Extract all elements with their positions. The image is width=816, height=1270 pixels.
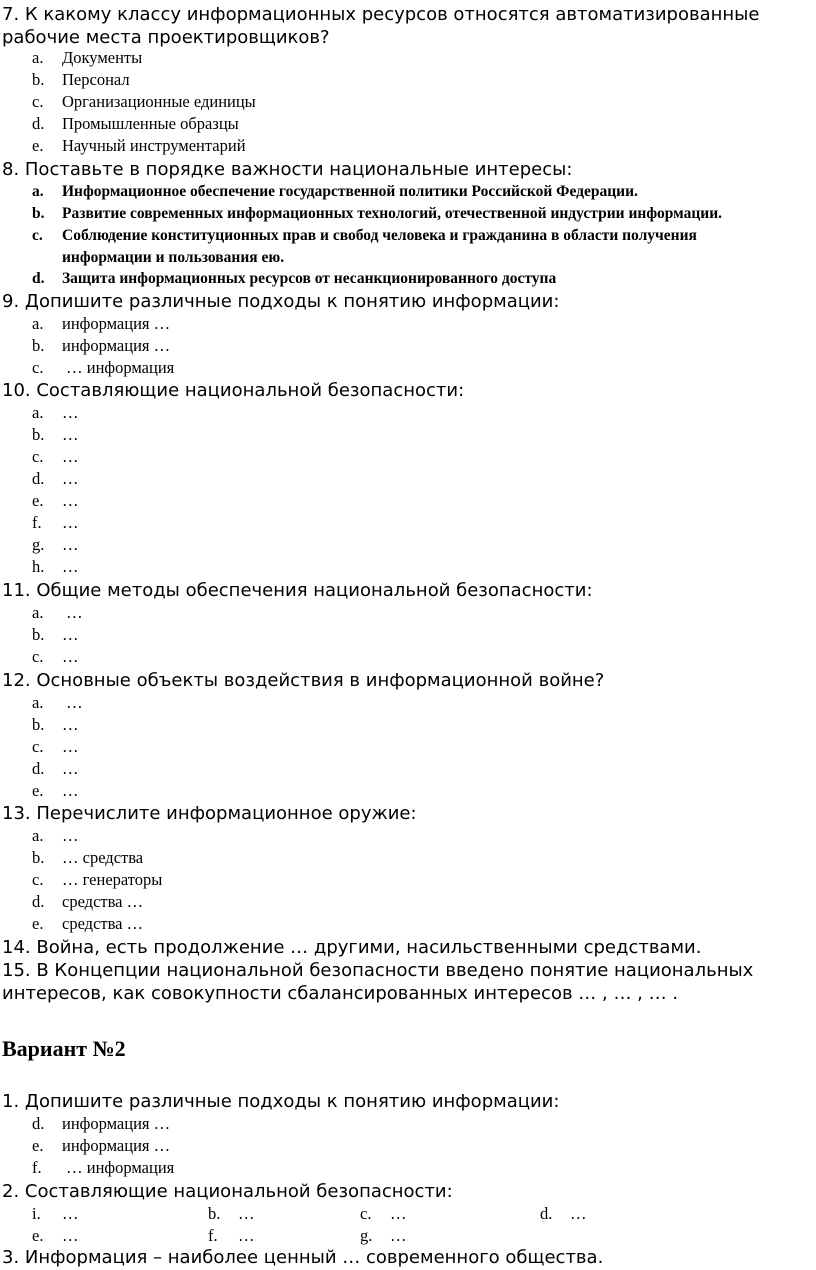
q7-option-d: d. Промышленные образцы bbox=[32, 114, 239, 133]
q11-option-a: a. … bbox=[32, 603, 83, 622]
v2-question-3-title: 3. Информация – наиболее ценный … современного общества. bbox=[2, 1247, 604, 1268]
v2q2-option-i: i. … bbox=[32, 1204, 79, 1223]
q10-option-h: h. … bbox=[32, 557, 79, 576]
v2q1-option-e: e. информация … bbox=[32, 1136, 171, 1155]
question-15-title: 15. В Концепции национальной безопасности введено понятие национальных интересов, как совокупности сбалансированных интересов … , … , … . bbox=[2, 960, 754, 1004]
q12-option-a: a. … bbox=[32, 693, 83, 712]
q9-option-c: c. … информация bbox=[32, 358, 175, 377]
q9-option-a: a. информация … bbox=[32, 314, 171, 333]
q10-option-e: e. … bbox=[32, 491, 79, 510]
q12-option-d: d. … bbox=[32, 759, 79, 778]
v2q2-option-b: b. … bbox=[208, 1204, 255, 1223]
question-10-title: 10. Составляющие национальной безопасности: bbox=[2, 380, 465, 401]
v2q2-option-d: d. … bbox=[540, 1204, 587, 1223]
q8-option-b: b. Развитие современных информационных технологий, отечественной индустрии информации. bbox=[32, 205, 723, 222]
q13-option-c: c. … генераторы bbox=[32, 870, 163, 889]
q11-option-b: b. … bbox=[32, 625, 79, 644]
q10-option-g: g. … bbox=[32, 535, 79, 554]
q13-option-b: b. … средства bbox=[32, 848, 144, 867]
q7-option-c: c. Организационные единицы bbox=[32, 92, 256, 111]
q13-option-d: d. средства … bbox=[32, 892, 144, 911]
q7-option-b: b. Персонал bbox=[32, 70, 130, 89]
question-9-title: 9. Допишите различные подходы к понятию информации: bbox=[2, 291, 560, 312]
q11-option-c: c. … bbox=[32, 647, 79, 666]
q12-option-e: e. … bbox=[32, 781, 79, 800]
q10-option-d: d. … bbox=[32, 469, 79, 488]
question-8-title: 8. Поставьте в порядке важности национальные интересы: bbox=[2, 159, 573, 180]
v2-question-2-title: 2. Составляющие национальной безопасности: bbox=[2, 1181, 453, 1202]
q7-option-e: e. Научный инструментарий bbox=[32, 136, 246, 155]
question-14-title: 14. Война, есть продолжение … другими, насильственными средствами. bbox=[2, 937, 702, 958]
question-13-title: 13. Перечислите информационное оружие: bbox=[2, 803, 417, 824]
v2q2-option-f: f. … bbox=[208, 1226, 255, 1245]
question-12-title: 12. Основные объекты воздействия в информационной войне? bbox=[2, 670, 605, 691]
q8-option-a: a. Информационное обеспечение государственной политики Российской Федерации. bbox=[32, 183, 638, 200]
question-11-title: 11. Общие методы обеспечения национальной безопасности: bbox=[2, 580, 593, 601]
variant-heading: Вариант №2 bbox=[2, 1036, 126, 1061]
q13-option-a: a. … bbox=[32, 826, 79, 845]
v2q2-option-g: g. … bbox=[360, 1226, 407, 1245]
q12-option-b: b. … bbox=[32, 715, 79, 734]
q10-option-a: a. … bbox=[32, 403, 79, 422]
v2q2-option-e: e. … bbox=[32, 1226, 79, 1245]
q10-option-f: f. … bbox=[32, 513, 79, 532]
v2q1-option-f: f. … информация bbox=[32, 1158, 175, 1177]
q13-option-e: e. средства … bbox=[32, 914, 144, 933]
q10-option-c: c. … bbox=[32, 447, 79, 466]
q10-option-b: b. … bbox=[32, 425, 79, 444]
v2-question-1-title: 1. Допишите различные подходы к понятию информации: bbox=[2, 1091, 560, 1112]
question-7-title: 7. К какому классу информационных ресурсов относятся автоматизированные рабочие места проектировщиков? bbox=[2, 4, 760, 48]
q8-option-d: d. Защита информационных ресурсов от несанкционированного доступа bbox=[32, 270, 557, 287]
q8-option-c: c. Соблюдение конституционных прав и свобод человека и гражданина в области получения информации и пользования ею. bbox=[32, 227, 697, 266]
v2q1-option-d: d. информация … bbox=[32, 1114, 171, 1133]
q7-option-a: a. Документы bbox=[32, 48, 143, 67]
q12-option-c: c. … bbox=[32, 737, 79, 756]
v2q2-option-c: c. … bbox=[360, 1204, 407, 1223]
q9-option-b: b. информация … bbox=[32, 336, 171, 355]
